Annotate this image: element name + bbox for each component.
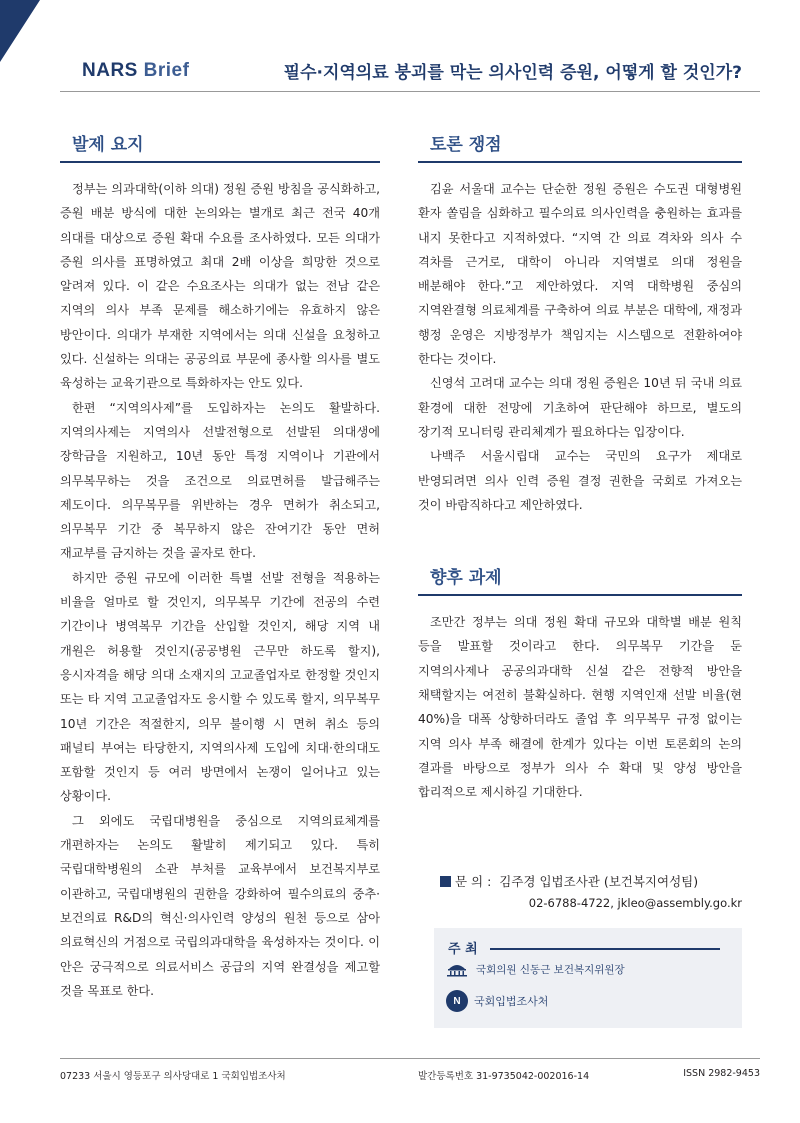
logo-nars-text: NARS	[82, 60, 138, 81]
paragraph: 하지만 증원 규모에 이러한 특별 선발 전형을 적용하는 비율을 얼마로 할 것인지, 의무복무 기간에 전공의 수련 기간이나 병역복무 기간을 산입할 것인지, 해당 지역 내 개원은 허용할 것인지(공공병원 근무만 하도록 할지), 응시자격을 해당 의대 소재지의 고교졸업자로 한정할 것인지 또는 타 지역 고교졸업자도 응시할 수 있도록 할지, 의무복무 10년 기간은 적절한지, 의무 불이행 시 면허 취소 등의 패널티 부여는 타당한지, 지역의사제 도입에 치대·한의대도 포함할 것인지 등 여러 방면에서 논쟁이 일어나고 있는 상황이다.	[60, 570, 380, 804]
footer-divider	[60, 1058, 760, 1059]
contact-info	[440, 872, 742, 910]
host-org-assembly	[446, 962, 625, 977]
nars-emblem-icon: N	[446, 990, 468, 1012]
contact-label: 문 의 :	[455, 874, 492, 889]
contact-person: 김주경 입법조사관 (보건복지여성팀)	[499, 874, 699, 889]
nars-brief-logo	[82, 60, 189, 82]
footer-issn: ISSN 2982-9453	[683, 1068, 760, 1079]
logo-brief-text: Brief	[143, 60, 190, 81]
paragraph: 그 외에도 국립대병원을 중심으로 지역의료체계를 개편하자는 논의도 활발히 제기되고 있다. 특히 국립대학병원의 소관 부처를 교육부에서 보건복지부로 이관하고, 국립대병원의 권한을 강화하여 필수의료의 중추·보건의료 R&D의 혁신·의사인력 양성의 원천 등으로 삼아 의료혁신의 거점으로 국립의과대학을 육성하자는 것이다. 이 안은 궁극적으로 의료서비스 공급의 지역 완결성을 제고할 것을 목표로 한다.	[60, 813, 380, 998]
left-column	[60, 130, 380, 1003]
square-bullet-icon	[440, 876, 451, 887]
header-divider	[60, 91, 760, 92]
host-box	[434, 928, 742, 1028]
host-org2-text: 국회입법조사처	[474, 995, 549, 1008]
paragraph: 한편 “지역의사제”를 도입하자는 논의도 활발하다. 지역의사제는 지역의사 선발전형으로 선발된 의대생에 장학금을 지원하고, 10년 동안 특정 지역이나 기관에서 의무복무하는 것을 조건으로 의료면허를 발급해주는 제도이다. 의무복무를 위반하는 경우 면허가 취소되고, 의무복무 기간 중 복무하지 않은 잔여기간 동안 면허 재교부를 금지하는 것을 골자로 한다.	[60, 400, 380, 561]
host-label: 주 최	[448, 942, 478, 957]
page-title: 필수·지역의료 붕괴를 막는 의사인력 증원, 어떻게 할 것인가?	[283, 63, 742, 83]
section-title-future: 향후 과제	[418, 563, 742, 596]
paragraph: 조만간 정부는 의대 정원 확대 규모와 대학별 배분 원칙 등을 발표할 것이라고 한다. 의무복무 기간을 둔 지역의사제나 공공의과대학 신설 같은 전향적 방안을 채택할지는 여전히 불확실하다. 현행 지역인재 선발 비율(현 40%)을 대폭 상향하더라도 졸업 후 의무복무 규정 없이는 지역 의사 부족 해결에 한계가 있다는 이번 토론회의 논의 결과를 바탕으로 정부가 의사 수 확대 및 양성 방안을 합리적으로 제시하길 기대한다.	[418, 615, 742, 800]
paragraph: 김윤 서울대 교수는 단순한 정원 증원은 수도권 대형병원 환자 쏠림을 심화하고 필수의료 의사인력을 충원하는 효과를 내지 못한다고 지적하였다. “지역 간 의료 격차와 의사 수 격차를 근거로, 대학이 아니라 지역별로 의대 정원을 배분해야 한다.”고 제안하였다. 지역 대학병원 중심의 지역완결형 의료체계를 구축하여 의료 부분은 대학에, 재정과 행정 운영은 지방정부가 책임지는 시스템으로 전환하여야 한다는 것이다.	[418, 182, 742, 367]
page-header	[82, 58, 742, 88]
host-org1-text: 국회의원 신동근 보건복지위원장	[476, 964, 625, 976]
footer-address: 07233 서울시 영등포구 의사당대로 1 국회입법조사처	[60, 1071, 286, 1082]
host-divider	[490, 948, 720, 950]
section-title-presentation: 발제 요지	[60, 130, 380, 163]
national-assembly-icon	[446, 963, 468, 977]
host-org-nars	[446, 990, 548, 1012]
contact-phone-email: 02-6788-4722, jkleo@assembly.go.kr	[528, 896, 742, 910]
footer-registration-number: 발간등록번호 31-9735042-002016-14	[418, 1071, 590, 1082]
paragraph: 나백주 서울시립대 교수는 국민의 요구가 제대로 반영되려면 의사 인력 증원 결정 권한을 국회로 가져오는 것이 바람직하다고 제안하였다.	[418, 449, 742, 512]
paragraph: 정부는 의과대학(이하 의대) 정원 증원 방침을 공식화하고, 증원 배분 방식에 대한 논의와는 별개로 최근 전국 40개 의대를 대상으로 증원 확대 수요를 조사하였다. 모든 의대가 증원 의사를 표명하였고 최대 2배 이상을 희망한 것으로 알려져 있다. 이 같은 수요조사는 의대가 없는 전남 같은 지역의 의사 부족 문제를 해소하기에는 유효하지 않은 방안이다. 의대가 부재한 지역에서는 의대 신설을 요청하고 있다. 신설하는 의대는 공공의료 부문에 종사할 의사를 별도 육성하는 교육기관으로 특화하자는 안도 있다.	[60, 182, 380, 391]
right-column	[418, 130, 742, 805]
paragraph: 신영석 고려대 교수는 의대 정원 증원은 10년 뒤 국내 의료 환경에 대한 전망에 기초하여 판단해야 하므로, 별도의 장기적 모니터링 관리체계가 필요하다는 입장이다.	[418, 376, 742, 439]
section-title-discussion: 토론 쟁점	[418, 130, 742, 163]
corner-decoration	[0, 0, 40, 62]
